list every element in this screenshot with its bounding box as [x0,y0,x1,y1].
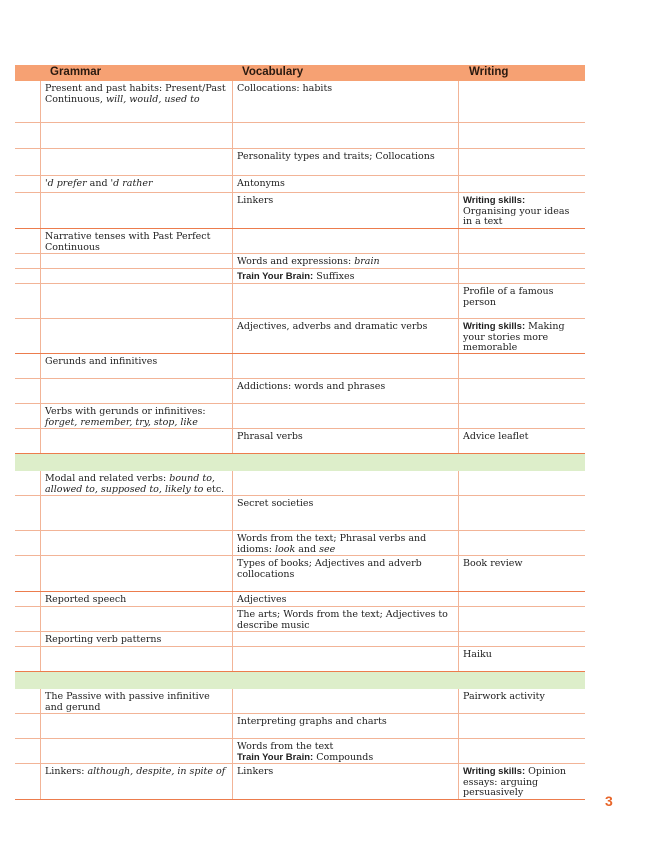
vocabulary-cell [232,193,458,228]
grammar-cell [40,269,232,283]
lesson-cell [15,284,40,318]
cell-text: Book review [463,558,523,569]
grammar-cell [40,404,232,428]
cell-text: Collocations: habits [237,83,333,94]
contents-table [15,65,585,800]
table-row [15,689,585,714]
vocabulary-cell [232,714,458,738]
lesson-cell [15,454,40,471]
vocabulary-cell [232,123,458,148]
table-row [15,404,585,429]
grammar-cell [40,123,232,148]
cell-text: although, despite, in spite of [87,766,226,777]
table-row [15,193,585,229]
vocabulary-cell [232,556,458,591]
writing-cell [458,81,585,122]
grammar-cell [40,379,232,403]
vocabulary-cell [232,607,458,631]
grammar-cell [40,689,232,713]
grammar-cell [40,254,232,268]
label-text: Writing skills: [463,766,526,777]
writing-cell [458,739,585,763]
lesson-cell [15,229,40,253]
lesson-cell [15,319,40,353]
grammar-cell [40,193,232,228]
table-row [15,81,585,123]
table-row [15,149,585,176]
lesson-cell [15,714,40,738]
table-row [15,496,585,531]
grammar-cell [40,739,232,763]
vocabulary-cell [232,379,458,403]
cell-text: Suffixes [313,271,355,282]
cell-text: Reporting verb patterns [45,634,162,645]
table-row [15,229,585,254]
unit-band [15,454,585,471]
writing-cell [458,531,585,555]
cell-text: Interpreting graphs and charts [237,716,387,727]
cell-text: Personality types and traits; Collocations [237,151,435,162]
writing-cell [458,592,585,606]
cell-text: Linkers [237,195,274,206]
lesson-cell [15,429,40,453]
writing-cell [458,379,585,403]
table-row [15,531,585,556]
cell-text: The Passive with passive infinitive and gerund [45,691,210,713]
vocabulary-cell [232,471,458,495]
table-row [15,379,585,404]
cell-text: forget, remember, try, stop, like [45,416,198,428]
cell-text: Narrative tenses with Past Perfect Continuous [45,231,211,253]
cell-text: brain [354,256,380,267]
vocabulary-cell [232,647,458,671]
cell-text: Verbs with gerunds or infinitives: [45,406,206,417]
vocabulary-cell [232,531,458,555]
grammar-cell [40,81,232,122]
table-header [15,65,585,81]
cell-text: Adjectives [237,594,287,605]
label-text: Writing skills: [463,321,526,332]
lesson-cell [15,647,40,671]
cell-text: Compounds [313,751,374,763]
writing-cell [458,284,585,318]
vocabulary-cell [232,496,458,530]
grammar-cell [40,647,232,671]
cell-text: and [86,178,111,189]
grammar-cell [40,764,232,799]
writing-cell [458,176,585,192]
writing-cell [458,689,585,713]
writing-cell [458,229,585,253]
table-row [15,764,585,800]
cell-text: The arts; Words from the text; Adjectives to describe music [237,609,448,631]
table-body [15,81,585,800]
vocabulary-cell [232,592,458,606]
lesson-cell [15,254,40,268]
grammar-cell [40,714,232,738]
grammar-cell [40,471,232,495]
lesson-cell [15,123,40,148]
vocabulary-cell [232,672,458,689]
cell-text: etc. [203,483,225,495]
cell-text: 'd prefer [45,178,87,189]
grammar-cell [40,632,232,646]
cell-text: Reported speech [45,594,127,605]
grammar-cell [40,354,232,378]
grammar-cell [40,176,232,192]
lesson-cell [15,556,40,591]
grammar-cell [40,284,232,318]
writing-cell [458,319,585,353]
vocabulary-cell [232,149,458,175]
vocabulary-cell [232,176,458,192]
cell-text: Types of books; Adjectives and adverb collocations [237,558,422,580]
table-row [15,714,585,739]
vocabulary-cell [232,269,458,283]
cell-text: look [274,543,296,555]
grammar-cell [40,496,232,530]
cell-text: Linkers [237,766,274,777]
cell-text: Secret societies [237,498,314,509]
cell-text: 'd rather [110,178,153,189]
label-text: Train Your Brain: [237,271,314,282]
writing-cell [458,556,585,591]
cell-text: Opinion essays: arguing persuasively [463,766,567,798]
writing-cell [458,632,585,646]
unit-band [15,672,585,689]
cell-text: Antonyms [237,178,285,189]
cell-text: will, would, used to [105,93,200,105]
lesson-cell [15,354,40,378]
writing-cell [458,672,585,689]
cell-text: Words and expressions: [237,256,355,267]
table-row [15,176,585,193]
writing-header: Writing [469,66,509,78]
lesson-cell [15,176,40,192]
vocabulary-cell [232,319,458,353]
cell-text: Present and past habits: Present/Past Continuous, [45,83,226,105]
writing-cell [458,269,585,283]
label-text: Writing skills: [463,195,526,206]
cell-text: Addictions: words and phrases [237,381,386,392]
vocabulary-cell [232,632,458,646]
writing-cell [458,404,585,428]
cell-text: Linkers: [45,766,88,777]
table-row [15,429,585,454]
writing-cell [458,149,585,175]
grammar-header: Grammar [50,66,102,78]
writing-cell [458,647,585,671]
writing-cell [458,764,585,799]
writing-cell [458,471,585,495]
table-row [15,592,585,607]
grammar-cell [40,592,232,606]
table-row [15,471,585,496]
vocabulary-header: Vocabulary [242,66,304,78]
lesson-cell [15,149,40,175]
writing-cell [458,607,585,631]
table-row [15,269,585,284]
writing-cell [458,123,585,148]
lesson-cell [15,379,40,403]
writing-cell [458,714,585,738]
vocabulary-cell [232,284,458,318]
vocabulary-cell [232,81,458,122]
lesson-cell [15,193,40,228]
lesson-cell [15,764,40,799]
lesson-cell [15,269,40,283]
table-row [15,284,585,319]
table-row [15,556,585,592]
cell-text: Adjectives, adverbs and dramatic verbs [237,321,428,332]
grammar-cell [40,607,232,631]
lesson-cell [15,471,40,495]
cell-text: and [295,543,320,555]
vocabulary-cell [232,229,458,253]
cell-text: see [319,543,336,555]
grammar-cell [40,672,232,689]
grammar-cell [40,454,232,471]
writing-cell [458,354,585,378]
label-text: Train Your Brain: [237,751,314,763]
lesson-cell [15,689,40,713]
lesson-cell [15,496,40,530]
table-row [15,319,585,354]
cell-text: Modal and related verbs: [45,473,170,484]
cell-text: Making your stories more memorable [463,321,565,353]
cell-text: Words from the text; Phrasal verbs and idioms: [237,533,427,555]
table-row [15,254,585,269]
vocabulary-cell [232,764,458,799]
lesson-cell [15,739,40,763]
vocabulary-cell [232,354,458,378]
table-row [15,647,585,672]
vocabulary-cell [232,404,458,428]
lesson-cell [15,81,40,122]
writing-cell [458,454,585,471]
vocabulary-cell [232,429,458,453]
vocabulary-cell [232,689,458,713]
table-row [15,354,585,379]
cell-text: Words from the text [237,741,334,752]
page-number: 3 [605,793,613,809]
cell-text: Gerunds and infinitives [45,356,158,367]
cell-text: Pairwork activity [463,691,545,702]
vocabulary-cell [232,454,458,471]
cell-text: Organising your ideas in a text [463,205,570,227]
grammar-cell [40,429,232,453]
table-row [15,123,585,149]
grammar-cell [40,229,232,253]
cell-text: bound to, allowed to, supposed to, likely to [45,473,215,495]
vocabulary-cell [232,739,458,763]
table-row [15,739,585,764]
table-row [15,632,585,647]
lesson-cell [15,672,40,689]
grammar-cell [40,149,232,175]
grammar-cell [40,531,232,555]
lesson-cell [15,607,40,631]
cell-text: Profile of a famous person [463,286,554,308]
lesson-cell [15,592,40,606]
grammar-cell [40,319,232,353]
grammar-cell [40,556,232,591]
writing-cell [458,254,585,268]
cell-text: Advice leaflet [463,431,529,442]
vocabulary-cell [232,254,458,268]
table-row [15,607,585,632]
lesson-cell [15,531,40,555]
writing-cell [458,496,585,530]
lesson-cell [15,632,40,646]
cell-text: Phrasal verbs [237,431,303,442]
writing-cell [458,429,585,453]
cell-text: Haiku [463,649,492,660]
writing-cell [458,193,585,228]
lesson-cell [15,404,40,428]
